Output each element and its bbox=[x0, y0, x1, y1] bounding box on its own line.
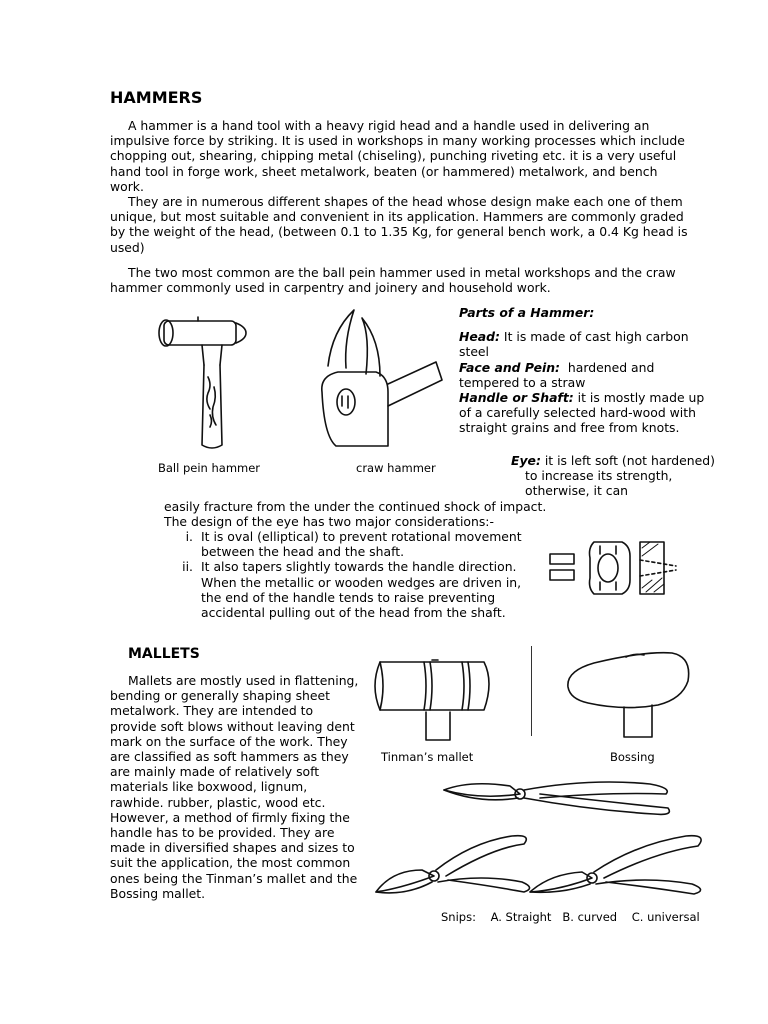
curved-snips-illustration bbox=[372, 830, 542, 910]
craw-hammer-illustration bbox=[318, 306, 448, 456]
list-item-text: It is oval (elliptical) to prevent rotational movement between the head and the shaft. bbox=[201, 529, 522, 560]
parts-heading: Parts of a Hammer: bbox=[459, 305, 595, 320]
hammer-eye-section-illustration bbox=[548, 538, 678, 598]
parts-column bbox=[459, 305, 709, 436]
part-face-label: Face and Pein: bbox=[459, 359, 561, 375]
tinmans-mallet-caption: Tinman’s mallet bbox=[381, 750, 474, 764]
bossing-mallet-illustration bbox=[564, 647, 694, 743]
list-item-text: It also tapers slightly towards the handle direction. When the metallic or wooden wedges are driven in, the end of the handle tends to raise preventing accidental pulling out of the head from the shaft. bbox=[201, 559, 522, 621]
mallets-heading: MALLETS bbox=[128, 646, 200, 662]
part-face bbox=[459, 360, 709, 390]
ball-pein-hammer-illustration bbox=[150, 305, 270, 455]
bossing-mallet-caption: Bossing bbox=[610, 750, 655, 764]
list-item-number: ii. bbox=[182, 559, 193, 575]
craw-hammer-caption: craw hammer bbox=[356, 461, 436, 475]
straight-snips-illustration bbox=[440, 770, 680, 830]
intro-text bbox=[110, 118, 695, 295]
mallets-text bbox=[110, 673, 360, 901]
universal-snips-illustration bbox=[526, 830, 716, 910]
part-handle-text: it is mostly made up of a carefully selected hard-wood with straight grains and free from knots. bbox=[459, 390, 705, 436]
part-eye-text: it is left soft (not hardened) to increase its strength, otherwise, it can bbox=[525, 453, 715, 499]
figure-divider bbox=[531, 646, 532, 736]
tinmans-mallet-illustration bbox=[372, 658, 502, 744]
intro-paragraph-3: The two most common are the ball pein hammer used in metal workshops and the craw hammer commonly used in carpentry and joinery and household work. bbox=[110, 264, 676, 296]
mallets-paragraph: Mallets are mostly used in flattening, bending or generally shaping sheet metalwork. They are intended to provide soft blows without leaving dent mark on the surface of the work. They are classified as soft hammers as they are mainly made of relatively soft materials like boxwood, lignum, rawhide. rubber, plastic, wood etc. However, a method of firmly fixing the handle has to be provided. They are made in diversified shapes and sizes to suit the application, the most common ones being the Tinman’s mallet and the Bossing mallet. bbox=[110, 673, 359, 901]
part-eye bbox=[511, 453, 725, 499]
part-handle-label: Handle or Shaft: bbox=[459, 390, 574, 406]
part-head bbox=[459, 329, 709, 359]
eye-design-intro: The design of the eye has two major considerations:- bbox=[164, 514, 494, 529]
part-face-text: hardened and tempered to a straw bbox=[459, 359, 655, 390]
list-item bbox=[185, 529, 531, 560]
intro-paragraph-1: A hammer is a hand tool with a heavy rigid head and a handle used in delivering an impulsive force by striking. It is used in workshops in many working processes which include chopping out, shearing, chipping metal (chiseling), punching riveting etc. it is a very useful hand tool in forge work, sheet metalwork, beaten (or hammered) metalwork, and bench work. bbox=[110, 118, 685, 194]
list-item-number: i. bbox=[185, 529, 193, 544]
eye-continued: easily fracture from the under the continued shock of impact. bbox=[164, 499, 547, 514]
intro-paragraph-2: They are in numerous different shapes of the head whose design make each one of them unique, but most suitable and convenient in its application. Hammers are commonly graded by the weight of the head, (between 0.1 to 1.35 Kg, for general bench work, a 0.4 Kg head is used) bbox=[110, 194, 688, 255]
snips-caption: Snips: A. Straight B. curved C. universal bbox=[441, 910, 700, 924]
part-eye-label: Eye: bbox=[511, 453, 541, 468]
list-item bbox=[182, 559, 531, 621]
ball-pein-hammer-caption: Ball pein hammer bbox=[158, 461, 261, 475]
page-title: HAMMERS bbox=[110, 88, 203, 107]
eye-considerations-list bbox=[182, 529, 531, 621]
part-handle bbox=[459, 390, 709, 436]
part-head-label: Head: bbox=[459, 329, 500, 345]
part-head-text: It is made of cast high carbon steel bbox=[459, 329, 689, 360]
